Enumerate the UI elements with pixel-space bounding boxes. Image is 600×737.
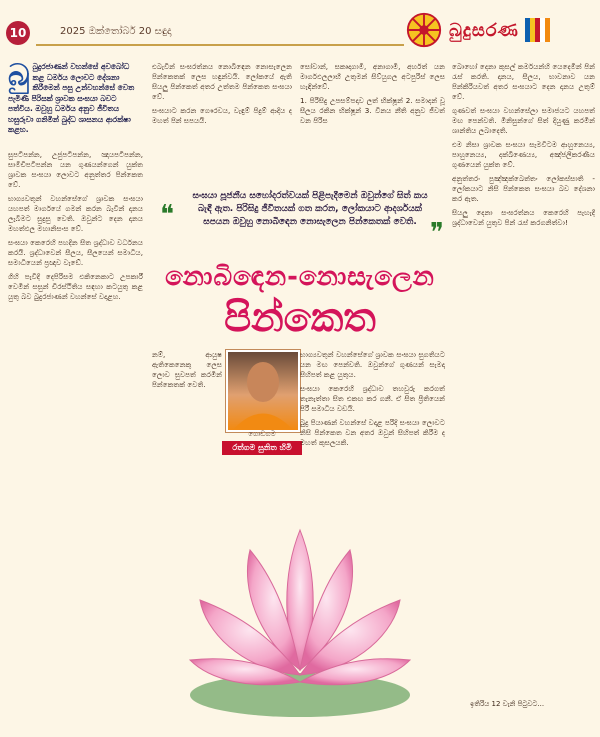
continued-note: ඉතිරිය 12 වැනි පිටුවට... [470,700,545,708]
author-name: රත්ගම සුනිත හිමි [222,441,302,455]
paragraph: සංඝයාට කරන ගෞරවය, වැඳුම් පිදුම් ආදිය ද මහත් පින් සපයයි. [152,106,292,125]
intro-text: බුදුරජාණන් වහන්සේ අවබෝධ කළ ධර්මය ලොවට දේශනා කිරීමෙන් පසු උන්වහන්සේ වෙත පැමිණි පිරිසක් ශ්‍රාවක සංඝයා බවට පත්විය. ඔවුහු ධර්මය අනුව ජීවිතය හසුරුවා ගනිමින් බුද්ධ ශාසනය ආරක්ෂා කළහ. [8,62,135,134]
author-photo [226,350,300,432]
issue-date: 2025 ඔක්තෝබර් 20 සඳුදා [60,26,172,37]
page-number: 10 [6,21,30,45]
masthead [405,4,595,56]
column-1 [8,150,143,730]
paragraph: බුදු පියාණන් වහන්සේ වදාළ පරිදි සංඝයා ලොවට නිසි පින්කෙත වන අතර ඔවුන් සිහිපත් කිරීම ද මහත් කුසලයකි. [300,418,445,447]
paragraph: ගිහි පැවිදි දෙපිරිසම එකිනෙකාට උපකාරී වෙමින් සසුන් චිරස්ථිතිය සඳහා කටයුතු කළ යුතු බව බුදුරජාණන් වහන්සේ වදාළහ. [8,272,143,301]
masthead-title: බුදුසරණ [449,19,519,41]
header-rule [36,44,404,46]
article-intro [8,58,143,136]
column-4 [452,62,595,582]
flag-icon [525,18,553,42]
pull-quote: සංඝයා පූජනීය සහෝදරත්වයක් පිළිපැදීමෙන් ඔවුන්ගේ සිත් කය බැඳී ඇත. පිරිසිදු ජීවිතයක් ගත කරන, ලෝකයාට ආදර්ශයක් සපයන ඔවුහු නොබිඳෙන නොසැලෙන පින්කෙතක් වෙති. [192,191,428,227]
paragraph: එම නිසා ශ්‍රාවක සංඝයා සැමවිටම ආහුනෙය්‍ය, පාහුනෙය්‍ය, දක්ඛිණෙය්‍ය, අඤ්ජලිකරණීය ගුණයෙන් යුක්ත වේ. [452,140,595,169]
paragraph: සෝවාන්, සකෘදාගාමී, අනාගාමී, අර්හත් යන මාර්ගඵලලාභී උතුමන් සිව්යුගල අටපුරිස් ලෙස හැඳින්වේ. [300,62,445,91]
paragraph: බොහෝ දෙනා කුසල් කර්මයන්හි යෙදෙමින් පින් රැස් කරති. දානය, සීලය, භාවනාව යන පින්කිරියවත් අතර සංඝයාට දෙන දානය උතුම් වේ. [452,62,595,101]
paragraph: සංඝයා කෙරෙහි ශ්‍රද්ධාව තහවුරු කරගත් තැනැත්තා සිත එකඟ කර ගනී. ඒ සිත ප්‍රීතියෙන් පිරී සමාධිය වඩයි. [300,384,445,413]
page-header [0,0,600,60]
paragraph: 1. පිරිසිදු උපසම්පදාව ලත් භික්ෂූන් 2. සමාදන් වූ සීලය රකින භික්ෂූන් 3. විනය නීති අනුව ජීවත් වන පිරිස [300,96,445,125]
paragraph: ගුණවත් සංඝයා වහන්සේලා සමාජයට යහපත් මඟ පෙන්වති. මිනිසුන්ගේ සිත් දියුණු කරමින් ශාන්තිය ලබාදෙති. [452,106,595,135]
drop-cap: බු [8,58,30,93]
paragraph: එබැවින් සංඝරත්නය නොබිඳෙන නොසැලෙන පින්කෙතක් ලෙස හඳුන්වයි. ලෝකයේ ඇති සියලු පින්කෙත් අතර උත්තම පින්කෙත සංඝයා වේ. [152,62,292,101]
article-headline [150,262,450,341]
dharma-wheel-icon [405,11,443,49]
lotus-flower-illustration [150,470,450,730]
paragraph: සුපටිපන්න, උජුපටිපන්න, ඤායපටිපන්න, සාමීචිපටිපන්න යන ගුණයන්ගෙන් යුක්ත ශ්‍රාවක සංඝයා ලොවට අනුත්තර පින්කෙත වේ. [8,150,143,189]
quote-close-icon: ❞ [430,218,444,248]
headline-line-1: නොබිඳෙන-නොසැලෙන [165,262,435,292]
paragraph: භාග්‍යවතුන් වහන්සේගේ ශ්‍රාවක සංඝයා යහපත් මාර්ගයේ ගමන් කරන බැවින් දානය ලැබීමට සුදුසු වෙති. ඔවුන්ට දෙන දානය මහත්ඵල මහානිසංස වේ. [8,194,143,233]
paragraph: සංඝයා කෙරෙහි පහදින සිත ශ්‍රද්ධාව වර්ධනය කරයි. ශ්‍රද්ධාවෙන් සීලය, සීලයෙන් සමාධිය, සමාධියෙන් ප්‍රඥාව වැඩේ. [8,238,143,267]
author-credit [222,430,302,455]
author-title: ගොඩගම [248,430,276,438]
paragraph: සියලු දෙනා සංඝරත්නය කෙරෙහි පැහැදී ශ්‍රද්ධාවෙන් යුතුව පින් රැස් කරගනිත්වා! [452,208,595,227]
paragraph: නම්, ආයුෂ ඇතිකෙනෙකු ලෙස ලොව සුවපත් කරමින් පින්කෙතක් වෙති. [152,350,222,389]
monk-portrait-icon [228,352,298,430]
paragraph: අනුත්තරං පුඤ්ඤක්ඛෙත්තං ලෝකස්සාති - ලෝකයාට නිසි පින්කෙත සංඝයා බව දේශනා කර ඇත. [452,174,595,203]
headline-line-2: පින්කෙත [224,295,376,341]
mid-left-text [152,350,222,430]
quote-open-icon: ❝ [160,200,174,230]
paragraph: භාග්‍යවතුන් වහන්සේගේ ශ්‍රාවක සංඝයා සුගතියට යන මඟ පෙන්වති. ඔවුන්ගේ ගුණයන් සැමදා සිහිපත් කළ යුතුය. [300,350,445,379]
